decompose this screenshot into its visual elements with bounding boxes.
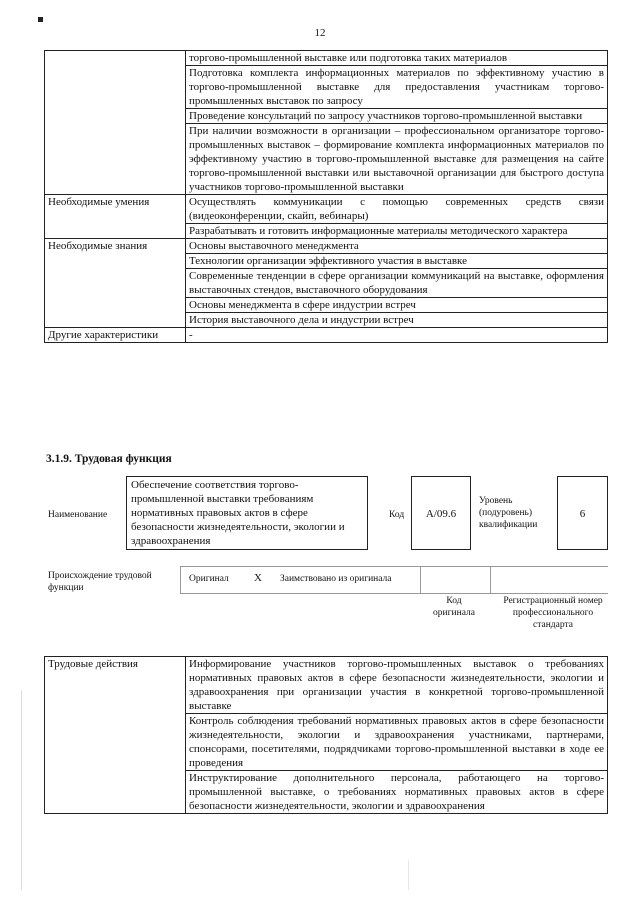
list-item: Контроль соблюдения требований нормативных правовых актов в сфере безопасности жизнедеятельности, экологии и здравоохранения участниками, партнерами, спонсорами, посетителями, подрядчиками торгово-промышленной выставки в ходе ее проведения xyxy=(186,714,608,771)
list-item: торгово-промышленной выставке или подготовка таких материалов xyxy=(186,51,608,66)
table-row xyxy=(45,328,608,343)
row-label-other: Другие характеристики xyxy=(45,328,186,343)
page-number: 12 xyxy=(314,27,326,39)
list-item: Подготовка комплекта информационных материалов по эффективному участию в торгово-промышленной выставке для предоставления участникам торгово-промышленных выставок по запросу xyxy=(186,66,608,109)
code-label: Код xyxy=(389,510,405,520)
list-item: Основы выставочного менеджмента xyxy=(186,239,608,254)
list-item: Технологии организации эффективного участия в выставке xyxy=(186,254,608,269)
list-item: Разрабатывать и готовить информационные материалы методического характера xyxy=(186,224,608,239)
origin-borrowed: Заимствовано из оригинала xyxy=(280,574,392,584)
code-original-caption: Код оригинала xyxy=(433,596,475,618)
table-row xyxy=(45,51,608,66)
table-row xyxy=(45,239,608,254)
name-label: Наименование xyxy=(48,510,108,520)
list-item: Инструктирование дополнительного персонала, работающего на торгово-промышленной выставке, о требованиях нормативных правовых актов в сфере безопасности жизнедеятельности, экологии и здравоохранения xyxy=(186,771,608,814)
origin-label: Происхождение трудовой функции xyxy=(48,571,152,593)
list-item: Осуществлять коммуникации с помощью современных средств связи (видеоконференции, скайп, вебинары) xyxy=(186,195,608,224)
section-title: 3.1.9. Трудовая функция xyxy=(46,453,172,465)
scan-artifact xyxy=(408,860,409,890)
code-value: А/09.6 xyxy=(411,476,471,550)
list-item: При наличии возможности в организации – профессиональном организаторе торгово-промышленных выставок – формирование комплекта информационных материалов по эффективному участию в торгово-промышленной выставке для размещения на сайте торгово-промышленной выставки или выставочной организации для быстрого доступа участников торгово-промышленной выставки xyxy=(186,124,608,195)
list-item: Информирование участников торгово-промышленных выставок о требованиях нормативных правовых актов в сфере безопасности жизнедеятельности, экологии и здравоохранения при организации участия в конкретной торгово-промышленной выставке xyxy=(186,657,608,714)
origin-row xyxy=(180,566,608,594)
registration-caption: Регистрационный номер профессионального стандарта xyxy=(503,596,603,630)
origin-mark: X xyxy=(254,572,262,584)
scan-artifact xyxy=(21,690,22,890)
level-label: Уровень (подуровень) квалификации xyxy=(479,496,538,530)
level-value: 6 xyxy=(557,476,608,550)
list-item: Проведение консультаций по запросу участников торгово-промышленной выставки xyxy=(186,109,608,124)
row-label xyxy=(45,51,186,195)
origin-divider xyxy=(490,566,491,594)
row-label-knowledge: Необходимые знания xyxy=(45,239,186,328)
table-row xyxy=(45,657,608,714)
origin-original: Оригинал xyxy=(189,574,229,584)
list-item: - xyxy=(186,328,608,343)
table-row xyxy=(45,195,608,224)
row-label-actions: Трудовые действия xyxy=(45,657,186,814)
name-value: Обеспечение соответствия торгово-промышленной выставки требованиям нормативных правовых актов в сфере безопасности жизнедеятельности, экологии и здравоохранения xyxy=(126,476,368,550)
competency-table xyxy=(44,50,608,343)
row-label-skills: Необходимые умения xyxy=(45,195,186,239)
origin-divider xyxy=(180,566,181,594)
origin-divider xyxy=(420,566,421,594)
list-item: Современные тенденции в сфере организации коммуникаций на выставке, оформления выставочных стендов, выставочного оборудования xyxy=(186,269,608,298)
list-item: История выставочного дела и индустрии встреч xyxy=(186,313,608,328)
list-item: Основы менеджмента в сфере индустрии встреч xyxy=(186,298,608,313)
labor-actions-table xyxy=(44,656,608,814)
scan-mark xyxy=(38,17,43,22)
